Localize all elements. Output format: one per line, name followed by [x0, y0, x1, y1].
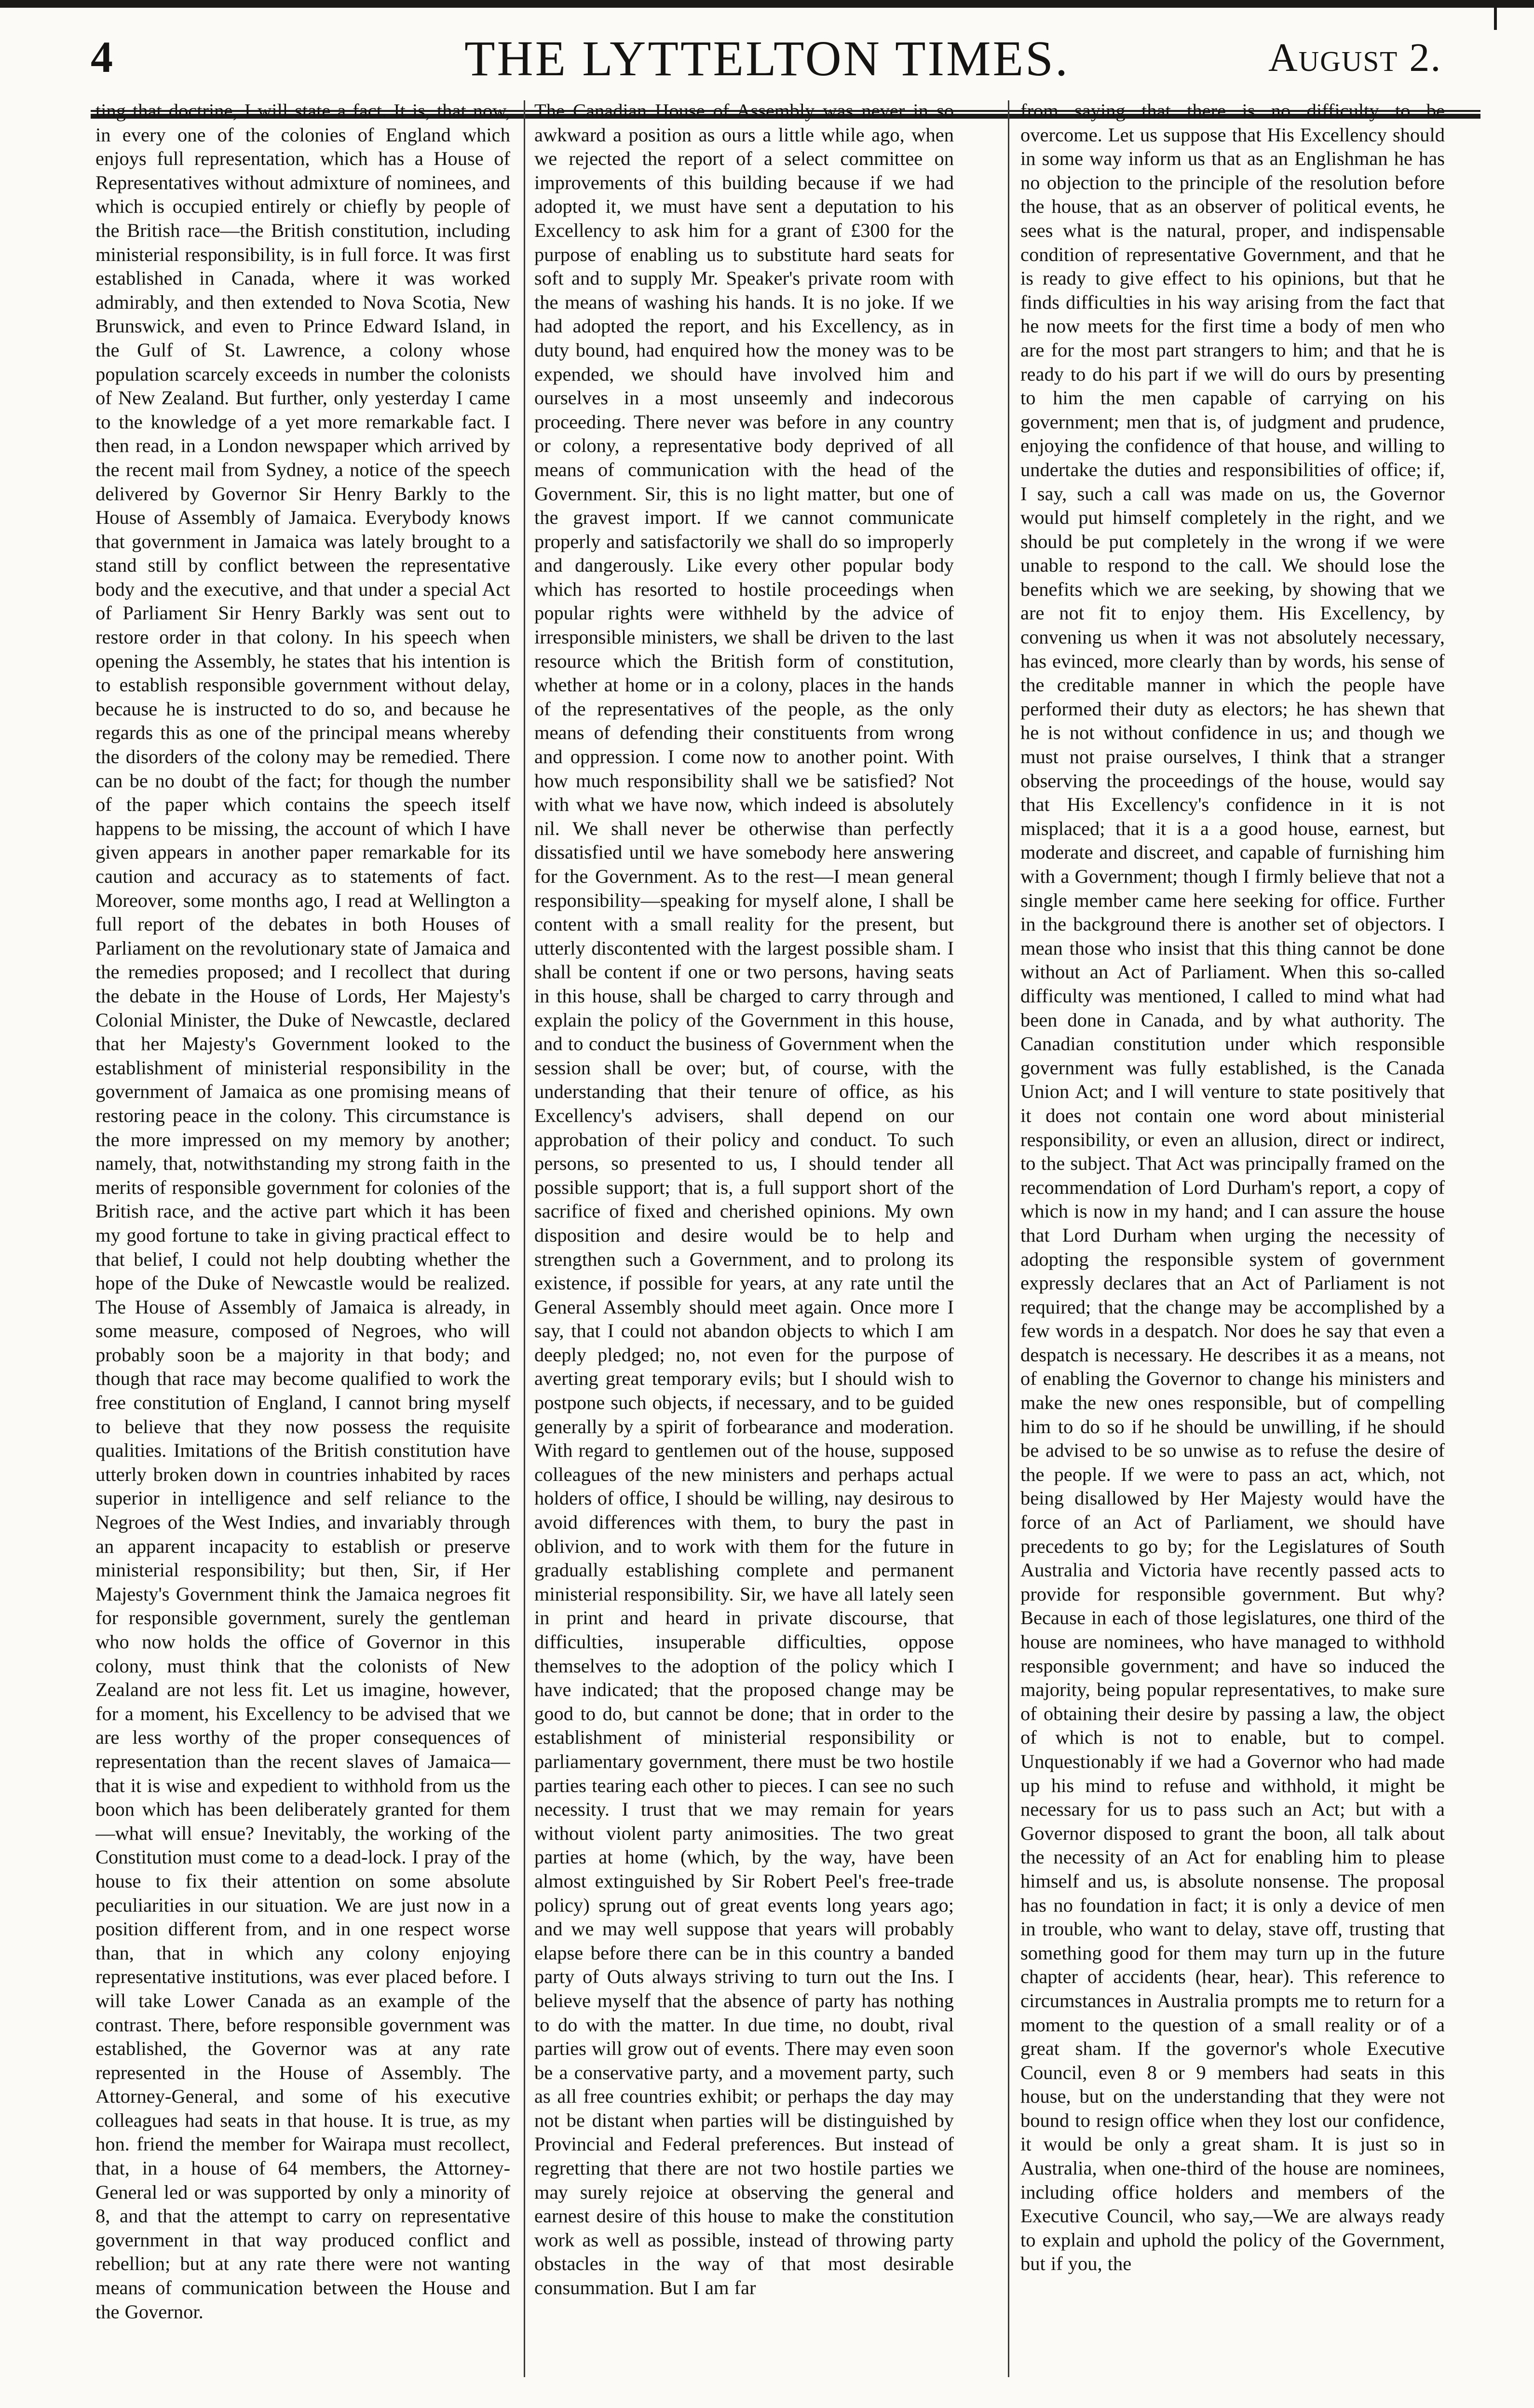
page-header: [0, 29, 1534, 101]
column-text: from saying that there is no difficulty to be overcome. Let us suppose that His Excellency should in some way inform us that as an Englishman he has no objection to the principle of the resolution before the house, that as an observer of political events, he sees what is the natural, proper, and indispensable condition of representative Government, and that he is ready to give effect to his opinions, but that he finds difficulties in his way arising from the fact that he now meets for the first time a body of men who are for the most part strangers to him; and that he is ready to do his part if we will do ours by presenting to him the men capable of carrying on his government; men that is, of judgment and prudence, enjoying the confidence of that house, and willing to undertake the duties and responsibilities of office; if, I say, such a call was made on us, the Governor would put himself completely in the right, and we should be put completely in the wrong if we were unable to respond to the call. We should lose the benefits which we are seeking, by showing that we are not fit to enjoy them. His Excellency, by convening us when it was not absolutely necessary, has evinced, more clearly than by words, his sense of the creditable manner in which the people have performed their duty as electors; he has shewn that he is not without confidence in us; and though we must not praise ourselves, I think that a stranger observing the proceedings of the house, would say that His Excellency's confidence in it is not misplaced; that it is a a good house, earnest, but moderate and discreet, and capable of furnishing him with a Government; though I firmly believe that not a single member came here seeking for office. Further in the background there is another set of objectors. I mean those who insist that this thing cannot be done without an Act of Parliament. When this so-called difficulty was mentioned, I called to mind what had been done in Canada, and by what authority. The Canadian constitution under which responsible government was fully established, is the Canada Union Act; and I will venture to state positively that it does not contain one word about ministerial responsibility, or even an allusion, direct or indirect, to the subject. That Act was principally framed on the recommendation of Lord Durham's report, a copy of which is now in my hand; and I can assure the house that Lord Durham when urging the necessity of adopting the responsible system of government expressly declares that an Act of Parliament is not required; that the change may be accomplished by a few words in a despatch. Nor does he say that even a despatch is necessary. He describes it as a means, not of enabling the Governor to change his ministers and make the new ones responsible, but of compelling him to do so if he should be unwilling, if he should be advised to be so unwise as to refuse the desire of the people. If we were to pass an act, which, not being disallowed by Her Majesty would have the force of an Act of Parliament, we should have precedents to go by; for the Legislatures of South Australia and Victoria have recently passed acts to provide for responsible government. But why? Because in each of those legislatures, one third of the house are nominees, who have managed to withhold responsible government; and have so induced the majority, being popular representatives, to make sure of obtaining their desire by passing a law, the object of which is not to enable, but to compel. Unquestionably if we had a Governor who had made up his mind to refuse and withhold, it might be necessary for us to pass such an Act; but with a Governor disposed to grant the boon, all talk about the necessity of an Act for enabling him to please himself and us, is absolute nonsense. The proposal has no foundation in fact; it is only a device of men in trouble, who want to delay, stave off, trusting that something good for them may turn up in the future chapter of accidents (hear, hear). This reference to circumstances in Australia prompts me to return for a moment to the question of a small reality or of a great sham. If the governor's whole Executive Council, even 8 or 9 members had seats in this house, but on the understanding that they were not bound to resign office when they lost our confidence, it would be only a great sham. It is just so in Australia, when one-third of the house are nominees, including office holders and members of the Executive Council, who say,—We are always ready to explain and uphold the policy of the Government, but if you, the: [1020, 100, 1445, 2275]
top-border: [0, 0, 1534, 8]
text-column-1: [95, 99, 510, 2376]
text-column-2: [534, 99, 954, 2376]
column-divider: [524, 100, 525, 2377]
column-divider: [1008, 100, 1009, 2377]
newspaper-title: THE LYTTELTON TIMES.: [464, 31, 1070, 86]
column-text: ting that doctrine, I will state a fact. It is, that now, in every one of the colonies of England which enjoys full representation, which has a House of Representatives without admixture of nominees, and which is occupied entirely or chiefly by people of the British race—the British constitution, including ministerial responsibility, is in full force. It was first established in Canada, where it was worked admirably, and then extended to Nova Scotia, New Brunswick, and even to Prince Edward Island, in the Gulf of St. Lawrence, a colony whose population scarcely exceeds in number the colonists of New Zealand. But further, only yesterday I came to the knowledge of a yet more remarkable fact. I then read, in a London newspaper which arrived by the recent mail from Sydney, a notice of the speech delivered by Governor Sir Henry Barkly to the House of Assembly of Jamaica. Everybody knows that government in Jamaica was lately brought to a stand still by conflict between the representative body and the executive, and that under a special Act of Parliament Sir Henry Barkly was sent out to restore order in that colony. In his speech when opening the Assembly, he states that his intention is to establish responsible government without delay, because he is instructed to do so, and because he regards this as one of the principal means whereby the disorders of the colony may be remedied. There can be no doubt of the fact; for though the number of the paper which contains the speech itself happens to be missing, the account of which I have given appears in another paper remarkable for its caution and accuracy as to statements of fact. Moreover, some months ago, I read at Wellington a full report of the debates in both Houses of Parliament on the revolutionary state of Jamaica and the remedies proposed; and I recollect that during the debate in the House of Lords, Her Majesty's Colonial Minister, the Duke of Newcastle, declared that her Majesty's Government looked to the establishment of ministerial responsibility in the government of Jamaica as one promising means of restoring peace in the colony. This circumstance is the more impressed on my memory by another; namely, that, notwithstanding my strong faith in the merits of responsible government for colonies of the British race, and the active part which it has been my good fortune to take in giving practical effect to that belief, I could not help doubting whether the hope of the Duke of Newcastle would be realized. The House of Assembly of Jamaica is already, in some measure, composed of Negroes, who will probably soon be a majority in that body; and though that race may become qualified to work the free constitution of England, I cannot bring myself to believe that they now possess the requisite qualities. Imitations of the British constitution have utterly broken down in countries inhabited by races superior in intelligence and self reliance to the Negroes of the West Indies, and invariably through an apparent incapacity to establish or preserve ministerial responsibility; but then, Sir, if Her Majesty's Government think the Jamaica negroes fit for responsible government, surely the gentleman who now holds the office of Governor in this colony, must think that the colonists of New Zealand are not less fit. Let us imagine, however, for a moment, his Excellency to be advised that we are less worthy of the proper consequences of representation than the recent slaves of Jamaica—that it is wise and expedient to withhold from us the boon which has been deliberately granted for them—what will ensue? Inevitably, the working of the Constitution must come to a dead-lock. I pray of the house to fix their attention on some absolute peculiarities in our situation. We are just now in a position different from, and in one respect worse than, that in which any colony enjoying representative institutions, was ever placed before. I will take Lower Canada as an example of the contrast. There, before responsible government was established, the Governor was at any rate represented in the House of Assembly. The Attorney-General, and some of his executive colleagues had seats in that house. It is true, as my hon. friend the member for Wairapa must recollect, that, in a house of 64 members, the Attorney-General led or was supported by only a minority of 8, and that the attempt to carry on representative government in that way produced conflict and rebellion; but at any rate there were not wanting means of communication between the House and the Governor.: [95, 100, 510, 2323]
edge-rule: [1494, 0, 1497, 30]
issue-date: August 2.: [1268, 35, 1442, 80]
column-text: The Canadian House of Assembly was never in so awkward a position as ours a little while ago, when we rejected the report of a select committee on improvements of this building because if we had adopted it, we must have sent a deputation to his Excellency to ask him for a grant of £300 for the purpose of enabling us to substitute hard seats for soft and to supply Mr. Speaker's private room with the means of washing his hands. It is no joke. If we had adopted the report, and his Excellency, as in duty bound, had enquired how the money was to be expended, we should have involved him and ourselves in a most unseemly and indecorous proceeding. There never was before in any country or colony, a representative body deprived of all means of communication with the head of the Government. Sir, this is no light matter, but one of the gravest import. If we cannot communicate properly and satisfactorily we shall do so improperly and dangerously. Like every other popular body which has resorted to hostile proceedings when popular rights were withheld by the advice of irresponsible ministers, we shall be driven to the last resource which the British form of constitution, whether at home or in a colony, places in the hands of the representatives of the people, as the only means of defending their constituents from wrong and oppression. I come now to another point. With how much responsibility shall we be satisfied? Not with what we have now, which indeed is absolutely nil. We shall never be otherwise than perfectly dissatisfied until we have somebody here answering for the Government. As to the rest—I mean general responsibility—speaking for myself alone, I shall be content with a small reality for the present, but utterly discontented with the largest possible sham. I shall be content if one or two persons, having seats in this house, shall be charged to carry through and explain the policy of the Government in this house, and to conduct the business of Government when the session shall be over; but, of course, with the understanding that their tenure of office, as his Excellency's advisers, shall depend on our approbation of their policy and conduct. To such persons, so presented to us, I should tender all possible support; that is, a full support short of the sacrifice of fixed and cherished opinions. My own disposition and desire would be to help and strengthen such a Government, and to prolong its existence, if possible for years, at any rate until the General Assembly should meet again. Once more I say, that I could not abandon objects to which I am deeply pledged; no, not even for the purpose of averting great temporary evils; but I should wish to postpone such objects, if necessary, and to be guided generally by a spirit of forbearance and moderation. With regard to gentlemen out of the house, supposed colleagues of the new ministers and perhaps actual holders of office, I should be willing, nay desirous to avoid differences with them, to bury the past in oblivion, and to work with them for the future in gradually establishing complete and permanent ministerial responsibility. Sir, we have all lately seen in print and heard in private discourse, that difficulties, insuperable difficulties, oppose themselves to the adoption of the policy which I have indicated; that the proposed change may be good to do, but cannot be done; that in order to the establishment of ministerial responsibility or parliamentary government, there must be two hostile parties tearing each other to pieces. I can see no such necessity. I trust that we may remain for years without violent party animosities. The two great parties at home (which, by the way, have been almost extinguished by Sir Robert Peel's free-trade policy) sprung out of great events long years ago; and we may well suppose that years will probably elapse before there can be in this country a banded party of Outs always striving to turn out the Ins. I believe myself that the absence of party has nothing to do with the matter. In due time, no doubt, rival parties will grow out of events. There may even soon be a conservative party, and a movement party, such as all free countries exhibit; or perhaps the day may not be distant when parties will be distinguished by Provincial and Federal preferences. But instead of regretting that there are not two hostile parties we may surely rejoice at observing the general and earnest desire of this house to make the constitution work as well as possible, instead of throwing party obstacles in the way of that most desirable consummation. But I am far: [534, 100, 954, 2299]
page-number: 4: [91, 32, 113, 82]
text-column-3: [1020, 99, 1445, 2376]
